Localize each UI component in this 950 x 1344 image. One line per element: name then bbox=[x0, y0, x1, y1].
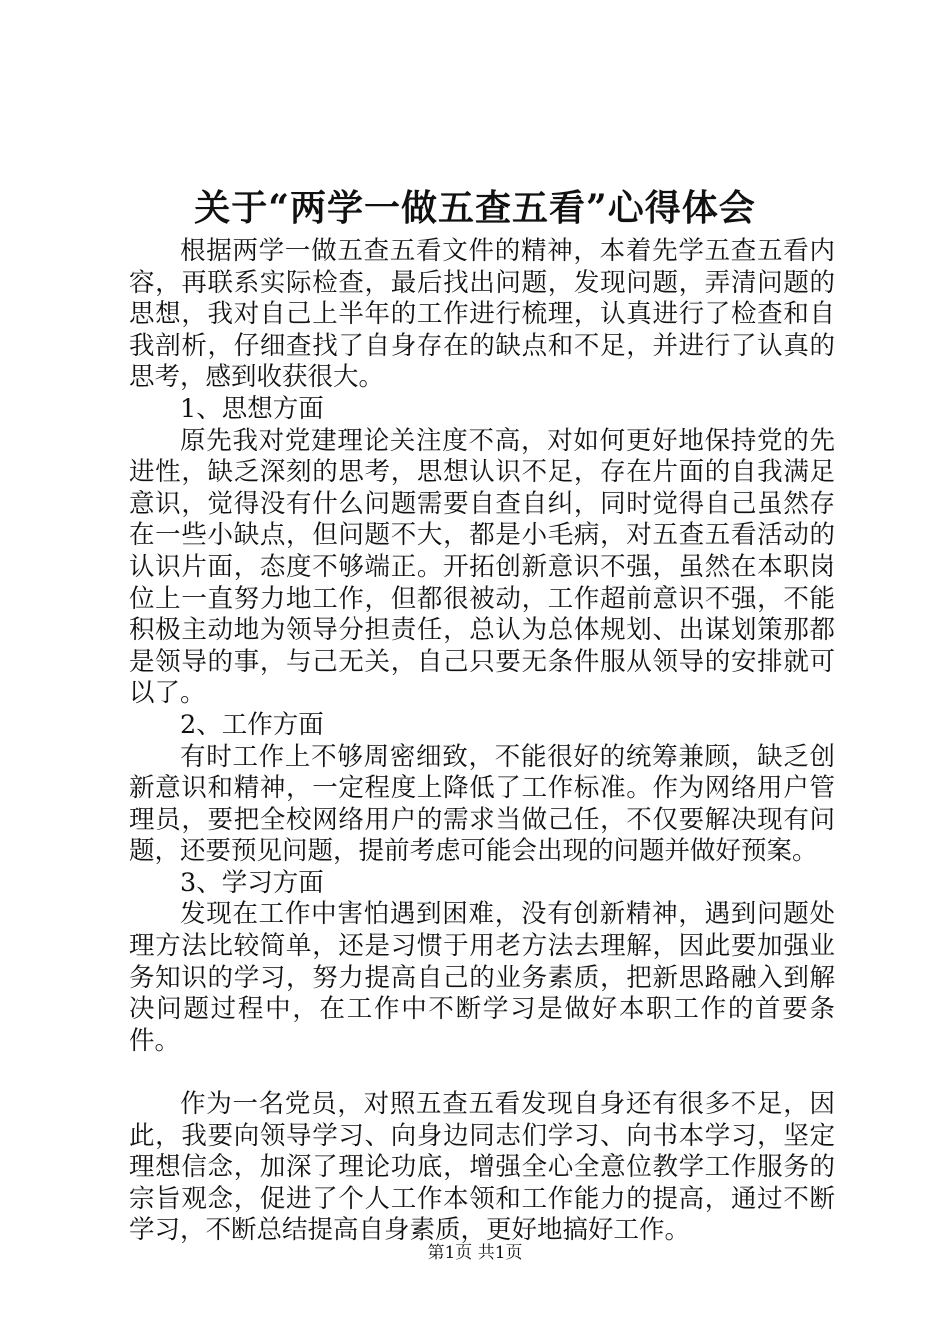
paragraph-study: 发现在工作中害怕遇到困难，没有创新精神，遇到问题处理方法比较简单，还是习惯于用老方法去理解，因此要加强业务知识的学习，努力提高自己的业务素质，把新思路融入到解决问题过程中，在工作中不断学习是做好本职工作的首要条件。 bbox=[129, 899, 835, 1056]
paragraph-intro: 根据两学一做五查五看文件的精神，本着先学五查五看内容，再联系实际检查，最后找出问题，发现问题，弄清问题的思想，我对自己上半年的工作进行梳理，认真进行了检查和自我剖析，仔细查找了自身存在的缺点和不足，并进行了认真的思考，感到收获很大。 bbox=[129, 236, 835, 393]
section-heading-work: 2、工作方面 bbox=[180, 709, 324, 740]
section-heading-thinking: 1、思想方面 bbox=[180, 393, 324, 424]
paragraph-conclusion: 作为一名党员，对照五查五看发现自身还有很多不足，因此，我要向领导学习、向身边同志们学习、向书本学习，坚定理想信念，加深了理论功底，增强全心全意位教学工作服务的宗旨观念，促进了个人工作本领和工作能力的提高，通过不断学习，不断总结提高自身素质，更好地搞好工作。 bbox=[129, 1089, 835, 1246]
paragraph-work: 有时工作上不够周密细致，不能很好的统筹兼顾，缺乏创新意识和精神，一定程度上降低了工作标准。作为网络用户管理员，要把全校网络用户的需求当做己任，不仅要解决现有问题，还要预见问题，提前考虑可能会出现的问题并做好预案。 bbox=[129, 741, 835, 867]
document-body bbox=[129, 236, 835, 1247]
document-title: 关于“两学一做五查五看”心得体会 bbox=[194, 187, 756, 229]
section-heading-study: 3、学习方面 bbox=[180, 867, 324, 898]
paragraph-thinking: 原先我对党建理论关注度不高，对如何更好地保持党的先进性，缺乏深刻的思考，思想认识不足，存在片面的自我满足意识，觉得没有什么问题需要自查自纠，同时觉得自己虽然存在一些小缺点，但问题不大，都是小毛病，对五查五看活动的认识片面，态度不够端正。开拓创新意识不强，虽然在本职岗位上一直努力地工作，但都很被动，工作超前意识不强，不能积极主动地为领导分担责任，总认为总体规划、出谋划策那都是领导的事，与己无关，自己只要无条件服从领导的安排就可以了。 bbox=[129, 425, 835, 709]
page-footer: 第1页 共1页 bbox=[427, 1243, 523, 1263]
blank-line bbox=[129, 1057, 835, 1089]
